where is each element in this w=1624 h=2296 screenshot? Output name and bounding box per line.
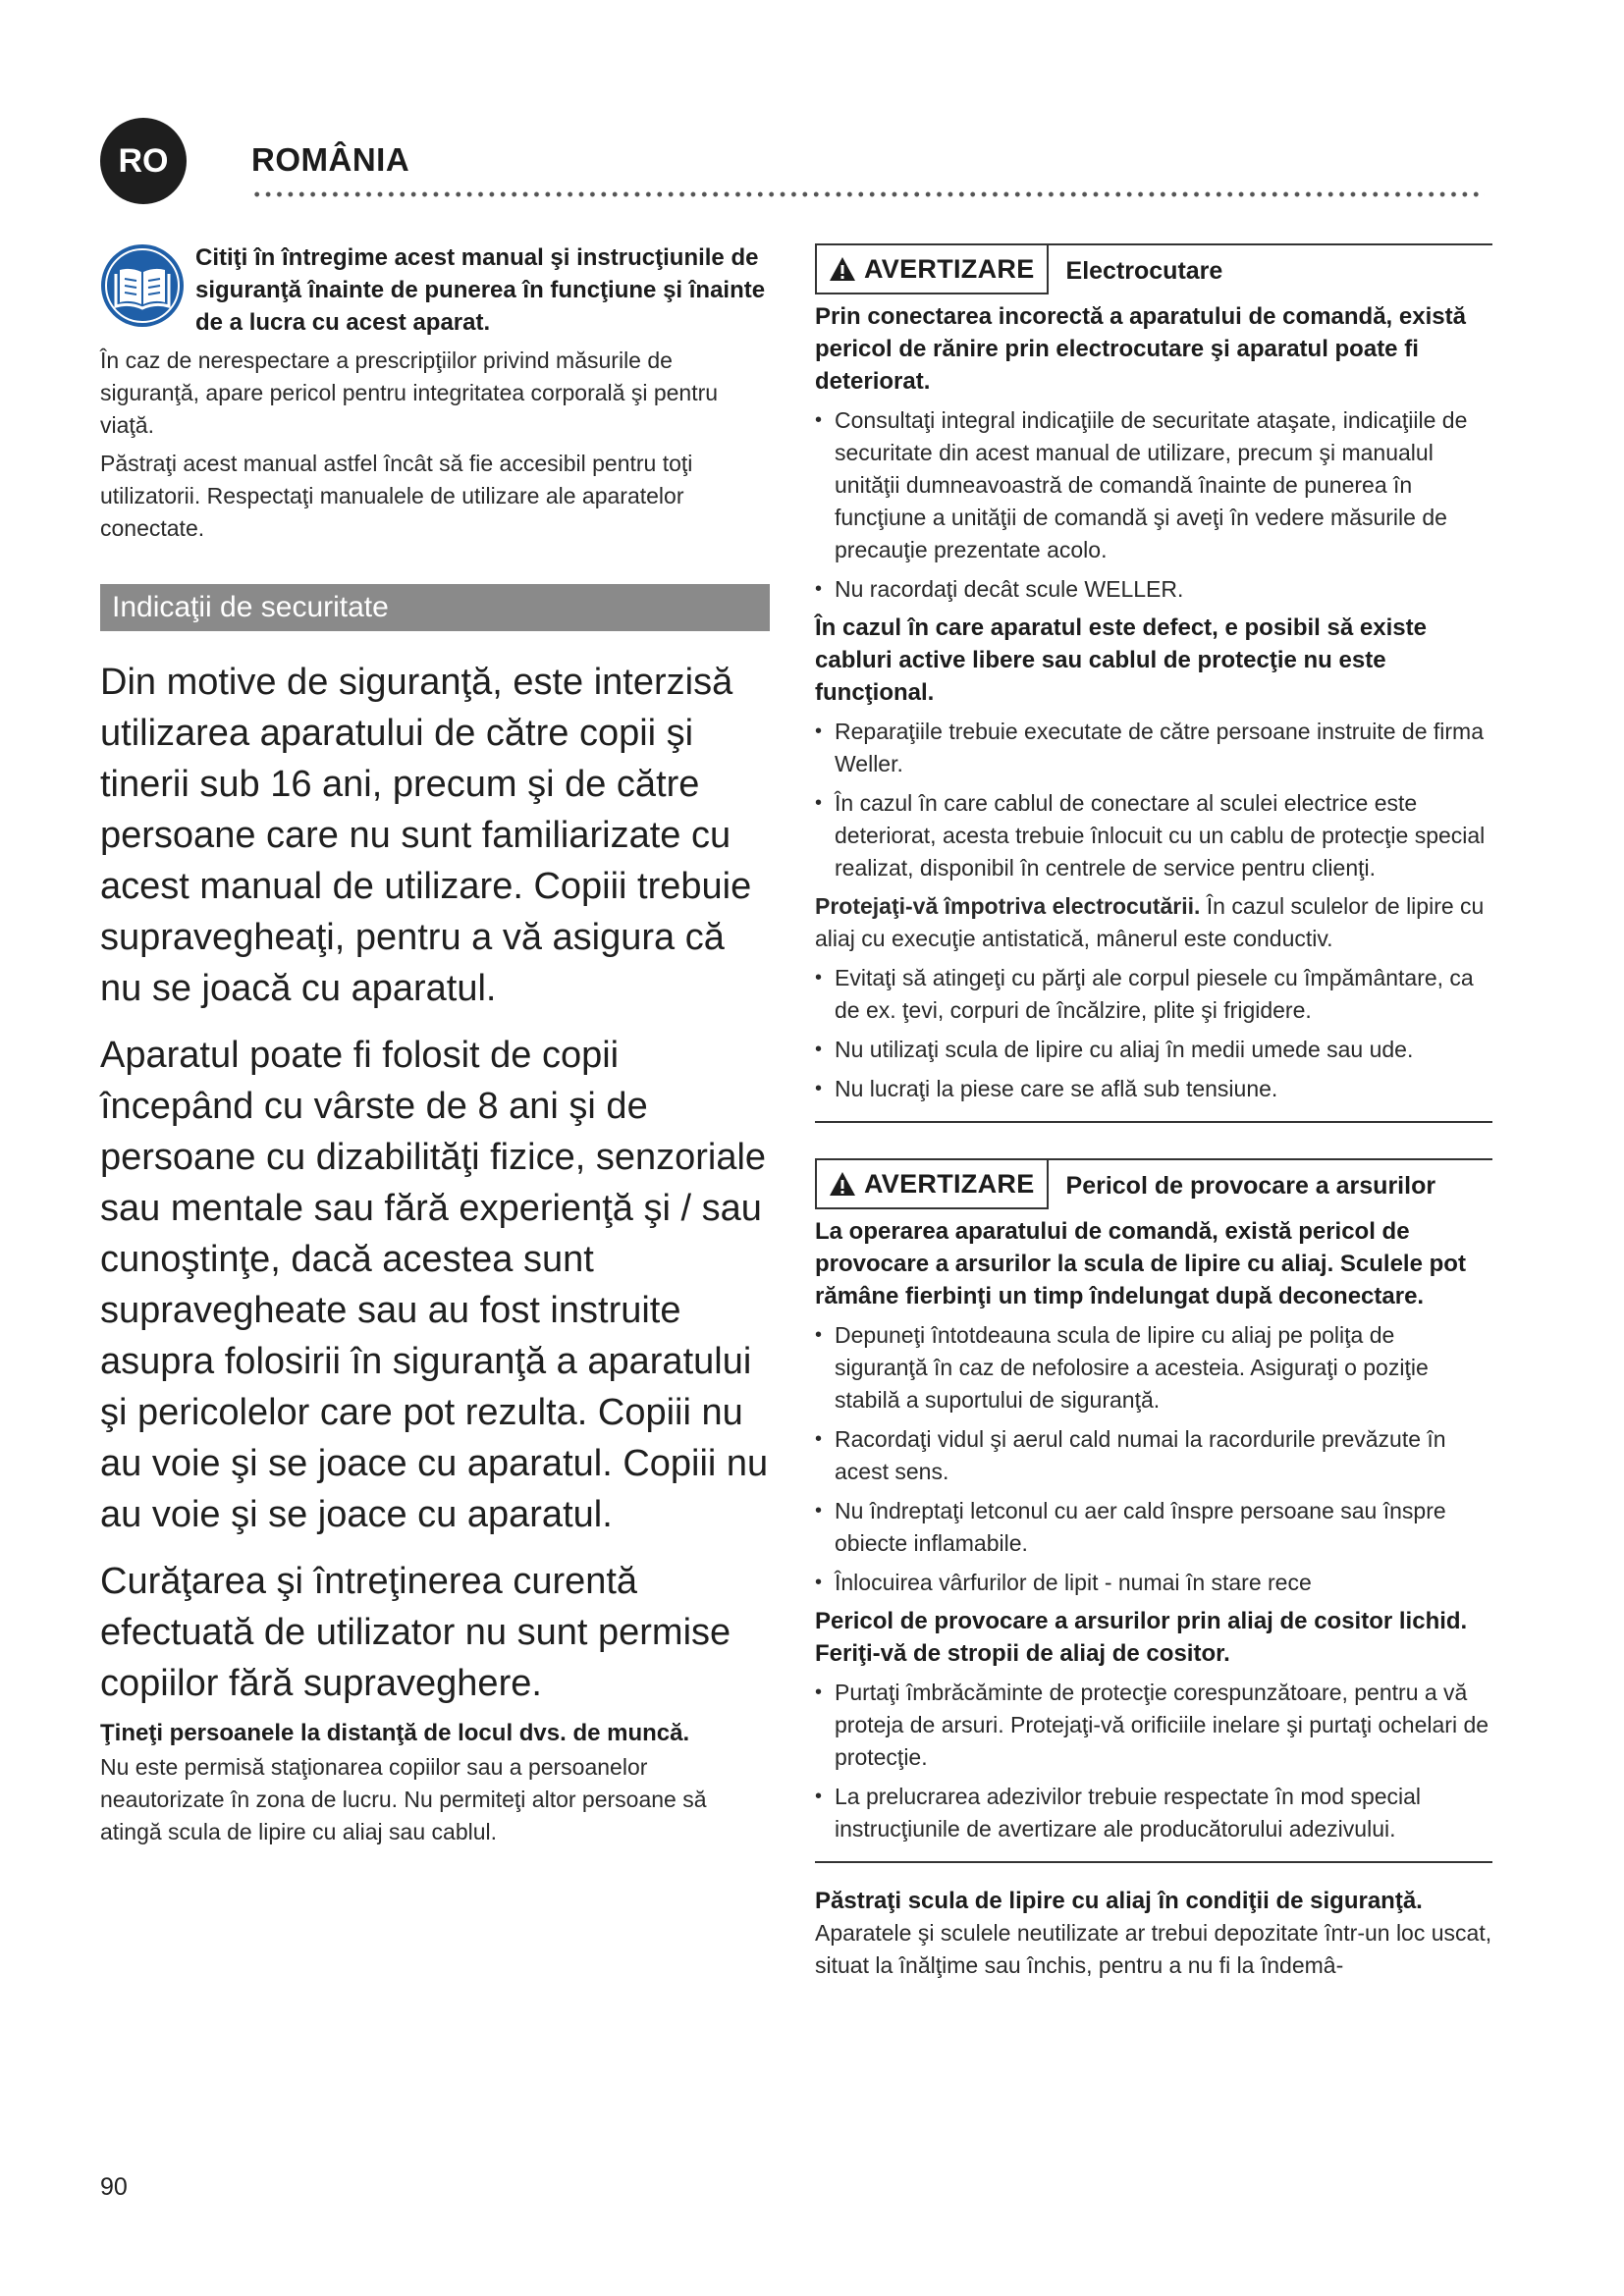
bullet-list bbox=[815, 1677, 1492, 1845]
bullet-list bbox=[815, 404, 1492, 606]
list-item: • Înlocuirea vârfurilor de lipit - numai în stare rece bbox=[815, 1567, 1492, 1599]
list-item: • Nu îndreptaţi letconul cu aer cald înspre persoane sau înspre obiecte inflamabile. bbox=[815, 1495, 1492, 1560]
list-item: • Nu utilizaţi scula de lipire cu aliaj în medii umede sau ude. bbox=[815, 1034, 1492, 1066]
intro-bold-text: Citiţi în întregime acest manual şi instrucţiunile de siguranţă înainte de punerea în funcţiune şi înainte de a lucra cu acest aparat. bbox=[195, 244, 766, 336]
language-title: ROMÂNIA bbox=[251, 141, 410, 178]
manual-book-icon bbox=[100, 243, 185, 328]
list-item: • În cazul în care cablul de conectare al sculei electrice este deteriorat, acesta trebuie înlocuit cu un cablu de protecţie special realizat, disponibil în centrele de service pentru clienţi. bbox=[815, 787, 1492, 884]
list-item: • Consultaţi integral indicaţiile de securitate ataşate, indicaţiile de securitate din acest manual de utilizare, precum şi manualul unităţii dumneavoastră de comandă înainte de punerea în funcţiune a unităţii de comandă şi aveţi în vedere măsurile de precauţie prezentate acolo. bbox=[815, 404, 1492, 566]
list-item: • Racordaţi vidul şi aerul cald numai la racordurile prevăzute în acest sens. bbox=[815, 1423, 1492, 1488]
distance-text: Nu este permisă staţionarea copiilor sau a persoanelor neautorizate în zona de lucru. Nu permiteţi altor persoane să atingă scula de lipire cu aliaj sau cablul. bbox=[100, 1754, 707, 1844]
divider bbox=[815, 1861, 1492, 1863]
warning-burns bbox=[815, 1158, 1492, 1863]
intro-paragraph-2: Păstraţi acest manual astfel încât să fie accesibil pentru toţi utilizatorii. Respectaţi manualele de utilizare ale aparatelor conectate. bbox=[100, 451, 693, 541]
warning-lead: La operarea aparatului de comandă, există pericol de provocare a arsurilor la scula de lipire cu aliaj. Sculele pot rămâne fierbinţi un timp îndelungat după deconectare. bbox=[815, 1218, 1466, 1309]
cleaning-text: Curăţarea şi întreţinerea curentă efectuată de utilizator nu sunt permise copiilor fără supraveghere. bbox=[100, 1561, 731, 1704]
intro-block bbox=[100, 241, 770, 339]
warning-title: Pericol de provocare a arsurilor bbox=[1065, 1172, 1436, 1200]
storage-text: Aparatele şi sculele neutilizate ar trebui depozitate într-un loc uscat, situat la înălţime sau închis, pentru a nu fi la îndemâ- bbox=[815, 1920, 1492, 1978]
list-item: • Evitaţi să atingeţi cu părţi ale corpul piesele cu împământare, ca de ex. ţevi, corpuri de încălzire, plite şi frigidere. bbox=[815, 962, 1492, 1027]
list-item: • Nu racordaţi decât scule WELLER. bbox=[815, 573, 1492, 606]
page-number: 90 bbox=[100, 2173, 128, 2201]
warning-triangle-icon bbox=[829, 1171, 856, 1197]
protect-bold: Protejaţi-vă împotriva electrocutării. bbox=[815, 893, 1201, 919]
warning-tag bbox=[815, 245, 1049, 294]
list-item: • Purtaţi îmbrăcăminte de protecţie corespunzătoare, pentru a vă proteja de arsuri. Protejaţi-vă orificiile inelare şi purtaţi ochelari de protecţie. bbox=[815, 1677, 1492, 1774]
left-column bbox=[100, 241, 770, 1848]
distance-heading: Ţineţi persoanele la distanţă de locul dvs. de muncă. bbox=[100, 1720, 690, 1746]
bullet-list bbox=[815, 962, 1492, 1105]
children-restriction-text: Din motive de siguranţă, este interzisă utilizarea aparatului de către copii şi tinerii sub 16 ani, precum şi de către persoane care nu sunt familiarizate cu acest manual de utilizare. Copiii trebuie supravegheaţi, pentru a vă asigura că nu se joacă cu aparatul. bbox=[100, 662, 752, 1009]
bullet-list bbox=[815, 716, 1492, 884]
list-item: • La prelucrarea adezivilor trebuie respectate în mod special instrucţiunile de avertizare ale producătorului adezivului. bbox=[815, 1781, 1492, 1845]
list-item: • Reparaţiile trebuie executate de către persoane instruite de firma Weller. bbox=[815, 716, 1492, 780]
dotted-divider bbox=[251, 190, 1485, 198]
right-column bbox=[815, 243, 1492, 1982]
divider bbox=[815, 1121, 1492, 1123]
list-item: • Nu lucraţi la piese care se află sub tensiune. bbox=[815, 1073, 1492, 1105]
protect-paragraph bbox=[815, 890, 1492, 955]
protect-text: În cazul sculelor de lipire cu aliaj cu execuţie antistatică, mânerul este conductiv. bbox=[815, 893, 1485, 951]
warning-triangle-icon bbox=[829, 256, 856, 282]
supervised-use-text: Aparatul poate fi folosit de copii începând cu vârste de 8 ani şi de persoane cu dizabilităţi fizice, senzoriale sau mentale sau fără experienţă şi / sau cunoştinţe, dacă acestea sunt supravegheate sau au fost instruite asupra folosirii în siguranţă a aparatului şi pericolelor care pot rezulta. Copiii nu au voie şi se joace cu aparatul. Copiii nu au voie şi se joace cu aparatul. bbox=[100, 1035, 769, 1535]
bullet-list bbox=[815, 1319, 1492, 1599]
list-item: • Depuneţi întotdeauna scula de lipire cu aliaj pe poliţa de siguranţă în caz de nefolosire a acesteia. Asiguraţi o poziţie stabilă a suportului de siguranţă. bbox=[815, 1319, 1492, 1416]
warning-tag-label: AVERTIZARE bbox=[864, 253, 1035, 284]
warning-lead: Prin conectarea incorectă a aparatului de comandă, există pericol de rănire prin electrocutare şi aparatul poate fi deteriorat. bbox=[815, 303, 1466, 395]
section-heading: Indicaţii de securitate bbox=[100, 584, 770, 631]
warning-tag-label: AVERTIZARE bbox=[864, 1168, 1035, 1199]
solder-lead: Pericol de provocare a arsurilor prin aliaj de cositor lichid. Feriţi-vă de stropii de aliaj de cositor. bbox=[815, 1608, 1468, 1667]
language-badge: RO bbox=[100, 118, 187, 204]
defect-lead: În cazul în care aparatul este defect, e posibil să existe cabluri active libere sau cablul de protecţie nu este funcţional. bbox=[815, 614, 1427, 706]
storage-heading: Păstraţi scula de lipire cu aliaj în condiţii de siguranţă. bbox=[815, 1888, 1423, 1914]
warning-tag bbox=[815, 1160, 1049, 1209]
warning-title: Electrocutare bbox=[1065, 257, 1223, 285]
intro-paragraph-1: În caz de nerespectare a prescripţiilor privind măsurile de siguranţă, apare pericol pentru integritatea corporală şi pentru viaţă. bbox=[100, 347, 719, 438]
warning-electrocution bbox=[815, 243, 1492, 1123]
